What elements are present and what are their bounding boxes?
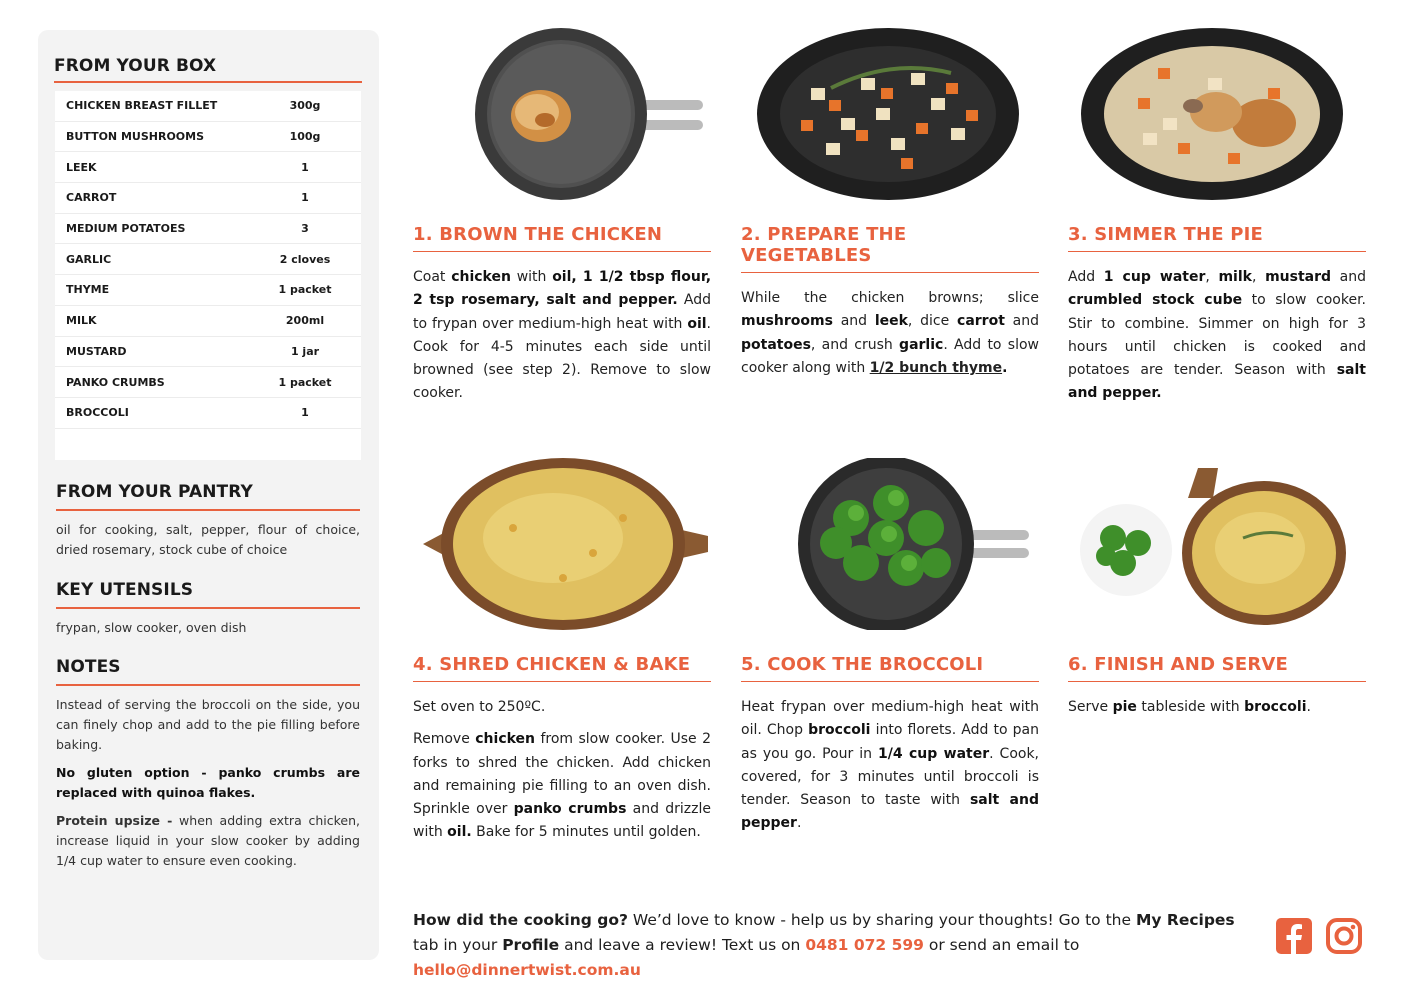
step-1-text: Coat chicken with oil, 1 1/2 tbsp flour, 2 tsp rosemary, salt and pepper. Add to frypan over medium-high heat with oil. Cook for 4-5 minutes each side until browned (see step 2). Remove to slow cooker. bbox=[413, 269, 712, 402]
ingredient-qty: 2 cloves bbox=[279, 252, 331, 266]
ingredient-qty: 1 packet bbox=[278, 375, 332, 389]
ingredient-name: BUTTON MUSHROOMS bbox=[66, 130, 205, 144]
divider bbox=[54, 81, 362, 83]
step-6-image bbox=[1068, 458, 1366, 630]
divider bbox=[56, 509, 360, 511]
note-1: Instead of serving the broccoli on the side, you can finely chop and add to the pie filling before baking. bbox=[56, 697, 360, 752]
step-3 bbox=[1068, 28, 1366, 406]
utensils-heading: KEY UTENSILS bbox=[56, 580, 194, 600]
note-3-bold: Protein upsize - bbox=[56, 813, 173, 828]
ingredient-row bbox=[55, 337, 361, 368]
ingredient-row bbox=[55, 275, 361, 306]
ingredient-row bbox=[55, 122, 361, 153]
step-4 bbox=[413, 458, 711, 845]
ingredient-qty: 1 bbox=[301, 160, 309, 174]
ingredient-row bbox=[55, 91, 361, 122]
note-2: No gluten option - panko crumbs are replaced with quinoa flakes. bbox=[56, 765, 360, 800]
ingredient-row bbox=[55, 244, 361, 275]
utensils-text: frypan, slow cooker, oven dish bbox=[56, 620, 247, 635]
ingredient-name: MILK bbox=[66, 314, 97, 328]
step-5-image bbox=[741, 458, 1039, 630]
step-6 bbox=[1068, 458, 1366, 719]
ingredient-name: MEDIUM POTATOES bbox=[66, 222, 186, 236]
my-recipes-link[interactable]: My Recipes bbox=[1135, 911, 1235, 929]
step-2-text: While the chicken browns; slice mushrooms and leek, dice carrot and potatoes, and crush garlic. Add to slow cooker along with 1/2 bunch thyme. bbox=[741, 290, 1040, 376]
ingredients-table bbox=[55, 91, 361, 460]
ingredient-name: PANKO CRUMBS bbox=[66, 375, 165, 389]
step-1 bbox=[413, 28, 711, 406]
from-your-box-heading: FROM YOUR BOX bbox=[54, 56, 217, 76]
divider bbox=[56, 607, 360, 609]
ingredient-row bbox=[55, 398, 361, 429]
pantry-heading: FROM YOUR PANTRY bbox=[56, 482, 253, 502]
note-3-text: when adding extra chicken, increase liquid in your slow cooker by adding 1/4 cup water to ensure even cooking. bbox=[56, 813, 360, 868]
phone-link[interactable]: 0481 072 599 bbox=[805, 936, 924, 954]
ingredient-name: CARROT bbox=[66, 191, 117, 205]
ingredient-name: THYME bbox=[66, 283, 110, 297]
profile-link[interactable]: Profile bbox=[502, 936, 560, 954]
instagram-icon[interactable] bbox=[1326, 918, 1362, 954]
step-3-text: Add 1 cup water, milk, mustard and crumbled stock cube to slow cooker. Stir to combine. Simmer on high for 3 hours until chicken is cooked and potatoes are tender. Season with salt and pepper. bbox=[1068, 269, 1366, 402]
pantry-text: oil for cooking, salt, pepper, flour of choice, dried rosemary, stock cube of choice bbox=[56, 522, 360, 557]
ingredient-qty: 3 bbox=[301, 222, 309, 236]
ingredient-qty: 1 packet bbox=[278, 283, 332, 297]
step-1-image bbox=[413, 28, 711, 200]
utensils-section bbox=[56, 580, 360, 638]
ingredient-row bbox=[55, 183, 361, 214]
step-2 bbox=[741, 28, 1039, 380]
ingredient-row bbox=[55, 306, 361, 337]
ingredient-qty: 100g bbox=[289, 130, 321, 144]
step-4-text: Set oven to 250ºC. Remove chicken from slow cooker. Use 2 forks to shred the chicken. Add chicken and remaining pie filling to an oven dish. Sprinkle over panko crumbs and drizzle with oil. Bake for 5 minutes until golden. bbox=[413, 699, 711, 841]
step-4-title: 4. SHRED CHICKEN & BAKE bbox=[413, 654, 711, 682]
step-6-title: 6. FINISH AND SERVE bbox=[1068, 654, 1366, 682]
step-4-image bbox=[413, 458, 711, 630]
step-5-text: Heat frypan over medium-high heat with oil. Chop broccoli into florets. Add to pan as you go. Pour in 1/4 cup water. Cook, covered, for 3 minutes until broccoli is tender. Season to taste with salt and pepper. bbox=[741, 699, 1040, 832]
divider bbox=[56, 684, 360, 686]
email-link[interactable]: hello@dinnertwist.com.au bbox=[413, 961, 641, 979]
ingredient-name: MUSTARD bbox=[66, 344, 127, 358]
sidebar bbox=[38, 30, 379, 960]
ingredient-name: GARLIC bbox=[66, 252, 112, 266]
ingredient-qty: 1 jar bbox=[290, 344, 320, 358]
step-1-title: 1. BROWN THE CHICKEN bbox=[413, 224, 711, 252]
step-5 bbox=[741, 458, 1039, 836]
ingredient-name: BROCCOLI bbox=[66, 406, 129, 420]
pantry-section bbox=[56, 482, 360, 560]
notes-section bbox=[56, 657, 360, 871]
step-6-text: Serve pie tableside with broccoli. bbox=[1068, 699, 1311, 715]
ingredient-qty: 300g bbox=[289, 99, 321, 113]
step-2-image bbox=[741, 28, 1039, 200]
step-2-title: 2. PREPARE THE VEGETABLES bbox=[741, 224, 1039, 273]
feedback-footer: How did the cooking go? We’d love to know - help us by sharing your thoughts! Go to the My Recipes tab in your Profile and leave a review! Text us on 0481 072 599 or send an email to hello@dinnertwist.com.au bbox=[413, 911, 1235, 979]
step-3-title: 3. SIMMER THE PIE bbox=[1068, 224, 1366, 252]
facebook-icon[interactable] bbox=[1276, 918, 1312, 954]
ingredient-row bbox=[55, 152, 361, 183]
note-3 bbox=[56, 811, 360, 871]
ingredient-name: LEEK bbox=[66, 160, 97, 174]
step-3-image bbox=[1068, 28, 1366, 200]
notes-heading: NOTES bbox=[56, 657, 121, 677]
ingredient-row bbox=[55, 214, 361, 245]
feedback-question: How did the cooking go? bbox=[413, 911, 628, 929]
ingredient-row bbox=[55, 367, 361, 398]
step-5-title: 5. COOK THE BROCCOLI bbox=[741, 654, 1039, 682]
ingredient-name: CHICKEN BREAST FILLET bbox=[66, 99, 218, 113]
ingredient-qty: 1 bbox=[301, 191, 309, 205]
ingredient-qty: 1 bbox=[301, 406, 309, 420]
ingredient-qty: 200ml bbox=[285, 314, 325, 328]
